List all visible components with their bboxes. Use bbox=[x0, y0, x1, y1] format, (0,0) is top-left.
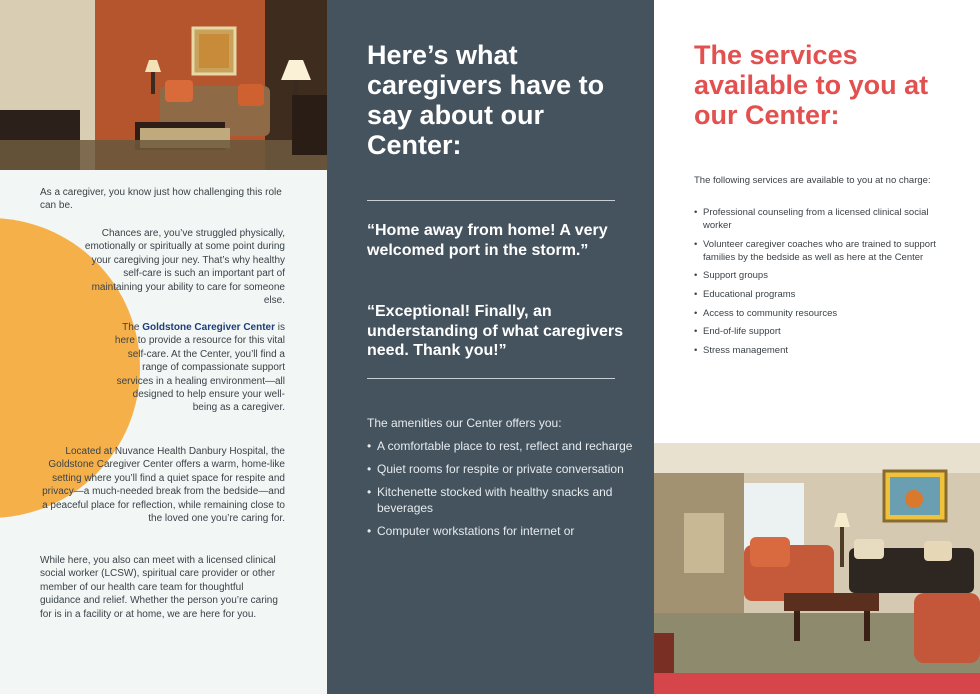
amenities-intro: The amenities our Center offers you: bbox=[367, 416, 562, 430]
testimonial-quote-1: “Home away from home! A very welcomed port in the storm.” bbox=[367, 222, 608, 259]
divider-top bbox=[367, 200, 615, 201]
center-room-photo bbox=[654, 443, 980, 673]
amenities-list bbox=[367, 438, 637, 546]
services-heading: The services available to you at our Center: bbox=[694, 40, 929, 130]
struggle-paragraph: Chances are, you’ve struggled physically, emotionally or spiritually at some point during your caregiving jour ney. That’s why healthy self-care is such an important part of maintaining your ability to care for someone else. bbox=[84, 228, 285, 307]
amenity-item: • Computer workstations for internet or bbox=[367, 523, 637, 539]
amenity-item: • Quiet rooms for respite or private conversation bbox=[367, 461, 637, 477]
footer-accent-bar bbox=[654, 673, 980, 694]
lcsw-paragraph: While here, you also can meet with a licensed clinical social worker (LCSW), spiritual care provider or other member of our health care team for thoughtful guidance and relief. Whether the person you’re caring for is in a facility or at home, we are here for you. bbox=[40, 555, 278, 620]
service-item: • End-of-life support bbox=[694, 325, 939, 338]
amenity-item: • A comfortable place to rest, reflect and recharge bbox=[367, 438, 637, 454]
center-paragraph-body: is here to provide a resource for this vital self-care. At the Center, you’ll find a range of compassionate support services in a healing environment—all designed to help ensure your well-being as a caregiver. bbox=[114, 322, 285, 414]
left-panel bbox=[0, 0, 327, 694]
lounge-photo-illustration bbox=[0, 0, 327, 170]
services-list bbox=[694, 206, 939, 363]
center-paragraph-lead: The bbox=[122, 322, 143, 333]
service-item: • Access to community resources bbox=[694, 307, 939, 320]
center-room-illustration bbox=[654, 443, 980, 673]
center-paragraph bbox=[112, 321, 285, 415]
testimonials-heading: Here’s what caregivers have to say about our Center: bbox=[367, 40, 605, 160]
services-intro: The following services are available to you at no charge: bbox=[694, 175, 931, 186]
divider-bottom bbox=[367, 378, 615, 379]
lounge-photo bbox=[0, 0, 327, 170]
service-item: • Stress management bbox=[694, 344, 939, 357]
right-panel bbox=[654, 0, 980, 694]
amenity-item: • Kitchenette stocked with healthy snacks and beverages bbox=[367, 484, 637, 516]
service-item: • Volunteer caregiver coaches who are trained to support families by the bedside as well as here at the Center bbox=[694, 238, 939, 264]
location-paragraph: Located at Nuvance Health Danbury Hospital, the Goldstone Caregiver Center offers a warm, home-like setting where you’ll find a quiet space for respite and privacy—a much-needed break from the bedside—and a peaceful place for reflection, while remaining close to the loved one you’re caring for. bbox=[42, 446, 285, 525]
testimonial-quote-2: “Exceptional! Finally, an understanding of what caregivers need. Thank you!” bbox=[367, 303, 624, 359]
center-name: Goldstone Caregiver Center bbox=[142, 322, 275, 333]
intro-paragraph: As a caregiver, you know just how challenging this role can be. bbox=[40, 187, 282, 212]
middle-panel bbox=[327, 0, 654, 694]
service-item: • Educational programs bbox=[694, 288, 939, 301]
service-item: • Professional counseling from a licensed clinical social worker bbox=[694, 206, 939, 232]
service-item: • Support groups bbox=[694, 269, 939, 282]
